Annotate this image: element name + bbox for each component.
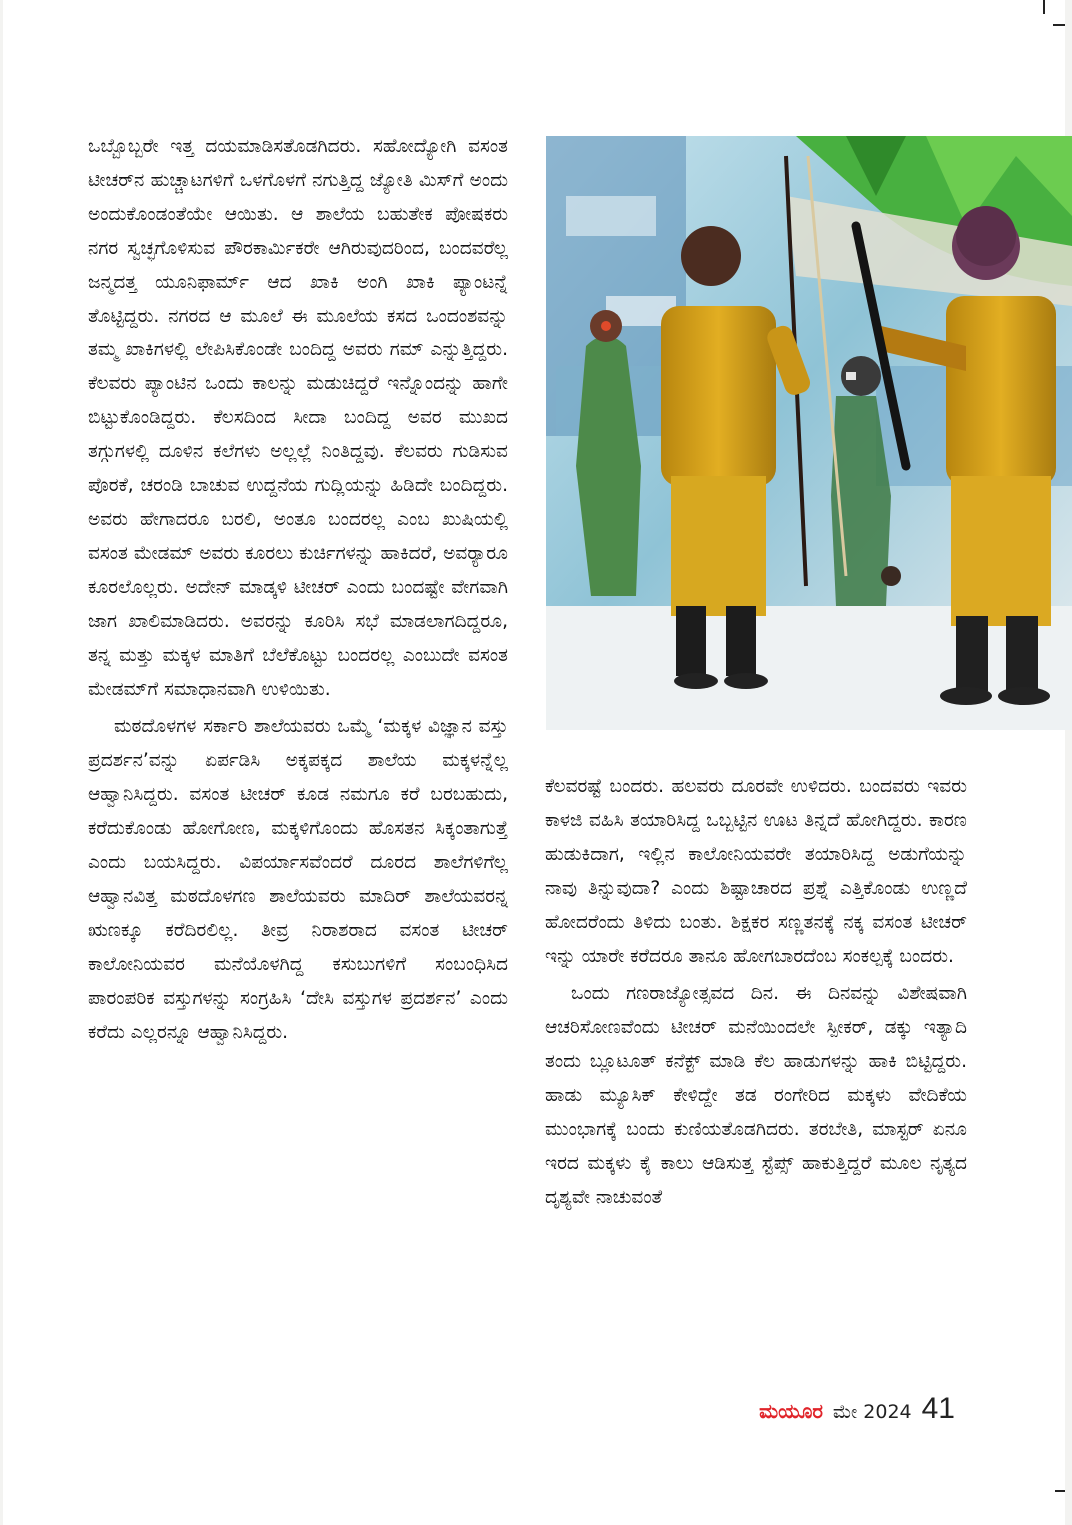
illustration-workers (546, 136, 1072, 730)
magazine-page (3, 0, 1065, 1525)
illustration-painting (546, 136, 1072, 730)
issue-date: ಮೇ 2024 (832, 1401, 912, 1423)
article-column-left (88, 130, 508, 1049)
crop-mark-top (1043, 0, 1045, 14)
paragraph-1: ಒಬ್ಬೊಬ್ಬರೇ ಇತ್ತ ದಯಮಾಡಿಸತೊಡಗಿದರು. ಸಹೋದ್ಯೋಗಿ ವಸಂತ ಟೀಚರ್‌ನ ಹುಚ್ಚಾಟಗಳಿಗೆ ಒಳಗೊಳಗೆ ನಗುತ್ತಿದ್ದ ಜ್ಯೋತಿ ಮಿಸ್‌ಗೆ ಅಂದು ಅಂದುಕೊಂಡಂತೆಯೇ ಆಯಿತು. ಆ ಶಾಲೆಯ ಬಹುತೇಕ ಪೋಷಕರು ನಗರ ಸ್ವಚ್ಛಗೊಳಿಸುವ ಪೌರಕಾರ್ಮಿಕರೇ ಆಗಿರುವುದರಿಂದ, ಬಂದವರೆಲ್ಲ ಜನ್ಮದತ್ತ ಯೂನಿಫಾರ್ಮ್ ಆದ ಖಾಕಿ ಅಂಗಿ ಖಾಕಿ ಪ್ಯಾಂಟನ್ನೆ ತೊಟ್ಟಿದ್ದರು. ನಗರದ ಆ ಮೂಲೆ ಈ ಮೂಲೆಯ ಕಸದ ಒಂದಂಶವನ್ನು ತಮ್ಮ ಖಾಕಿಗಳಲ್ಲಿ ಲೇಪಿಸಿಕೊಂಡೇ ಬಂದಿದ್ದ ಅವರು ಗಮ್ ಎನ್ನುತ್ತಿದ್ದರು. ಕೆಲವರು ಪ್ಯಾಂಟಿನ ಒಂದು ಕಾಲನ್ನು ಮಡುಚಿದ್ದರೆ ಇನ್ನೊಂದನ್ನು ಹಾಗೇ ಬಿಟ್ಟುಕೊಂಡಿದ್ದರು. ಕೆಲಸದಿಂದ ಸೀದಾ ಬಂದಿದ್ದ ಅವರ ಮುಖದ ತಗ್ಗುಗಳಲ್ಲಿ ದೂಳಿನ ಕಲೆಗಳು ಅಲ್ಲಲ್ಲೆ ನಿಂತಿದ್ದವು. ಕೆಲವರು ಗುಡಿಸುವ ಪೊರಕೆ, ಚರಂಡಿ ಬಾಚುವ ಉದ್ದನೆಯ ಗುದ್ಲಿಯನ್ನು ಹಿಡಿದೇ ಬಂದಿದ್ದರು. ಅವರು ಹೇಗಾದರೂ ಬರಲಿ, ಅಂತೂ ಬಂದರಲ್ಲ ಎಂಬ ಖುಷಿಯಲ್ಲಿ ವಸಂತ ಮೇಡಮ್ ಅವರು ಕೂರಲು ಕುರ್ಚಿಗಳನ್ನು ಹಾಕಿದರೆ, ಅವರ್‍ಯಾರೂ ಕೂರಲೊಲ್ಲರು. ಅದೇನ್ ಮಾಡ್ಕಳಿ ಟೀಚರ್ ಎಂದು ಬಂದಷ್ಟೇ ವೇಗವಾಗಿ ಜಾಗ ಖಾಲಿಮಾಡಿದರು. ಅವರನ್ನು ಕೂರಿಸಿ ಸಭೆ ಮಾಡಲಾಗದಿದ್ದರೂ, ತನ್ನ ಮತ್ತು ಮಕ್ಕಳ ಮಾತಿಗೆ ಬೆಲೆಕೊಟ್ಟು ಬಂದರಲ್ಲ ಎಂಬುದೇ ವಸಂತ ಮೇಡಮ್‌ಗೆ ಸಮಾಧಾನವಾಗಿ ಉಳಿಯಿತು. (88, 136, 508, 700)
paragraph-4: ಒಂದು ಗಣರಾಜ್ಯೋತ್ಸವದ ದಿನ. ಈ ದಿನವನ್ನು ವಿಶೇಷವಾಗಿ ಆಚರಿಸೋಣವೆಂದು ಟೀಚರ್ ಮನೆಯಿಂದಲೇ ಸ್ಪೀಕರ್, ಡಕ್ಕು ಇತ್ಯಾದಿ ತಂದು ಬ್ಲೂಟೂತ್ ಕನೆಕ್ಟ್ ಮಾಡಿ ಕೆಲ ಹಾಡುಗಳನ್ನು ಹಾಕಿ ಬಿಟ್ಟಿದ್ದರು. ಹಾಡು ಮ್ಯೂಸಿಕ್ ಕೇಳಿದ್ದೇ ತಡ ರಂಗೇರಿದ ಮಕ್ಕಳು ವೇದಿಕೆಯ ಮುಂಭಾಗಕ್ಕೆ ಬಂದು ಕುಣಿಯತೊಡಗಿದರು. ತರಬೇತಿ, ಮಾಸ್ಟರ್ ಏನೂ ಇರದ ಮಕ್ಕಳು ಕೈ ಕಾಲು ಆಡಿಸುತ್ತ ಸ್ಟೆಪ್ಸ್ ಹಾಕುತ್ತಿದ್ದರೆ ಮೂಲ ನೃತ್ಯದ ದೃಶ್ಯವೇ ನಾಚುವಂತೆ (545, 983, 967, 1208)
paragraph-3: ಕೆಲವರಷ್ಟೆ ಬಂದರು. ಹಲವರು ದೂರವೇ ಉಳಿದರು. ಬಂದವರು ಇವರು ಕಾಳಜಿ ವಹಿಸಿ ತಯಾರಿಸಿದ್ದ ಒಬ್ಬಟ್ಟಿನ ಊಟ ತಿನ್ನದೆ ಹೋಗಿದ್ದರು. ಕಾರಣ ಹುಡುಕಿದಾಗ, ಇಲ್ಲಿನ ಕಾಲೋನಿಯವರೇ ತಯಾರಿಸಿದ್ದ ಅಡುಗೆಯನ್ನು ನಾವು ತಿನ್ನುವುದಾ? ಎಂದು ಶಿಷ್ಟಾಚಾರದ ಪ್ರಶ್ನೆ ಎತ್ತಿಕೊಂಡು ಉಣ್ಣದೆ ಹೋದರೆಂದು ತಿಳಿದು ಬಂತು. ಶಿಕ್ಷಕರ ಸಣ್ಣತನಕ್ಕೆ ನಕ್ಕ ವಸಂತ ಟೀಚರ್ ಇನ್ನು ಯಾರೇ ಕರೆದರೂ ತಾನೂ ಹೋಗಬಾರದೆಂಬ ಸಂಕಲ್ಪಕ್ಕೆ ಬಂದರು. (545, 776, 967, 967)
page-footer (759, 1392, 955, 1426)
crop-mark-bottom-right (1055, 1490, 1065, 1492)
crop-mark-top-right (1053, 24, 1065, 26)
magazine-logo: ಮಯೂರ (759, 1399, 823, 1423)
article-column-right (545, 770, 967, 1215)
paragraph-2: ಮಠದೊಳಗಳ ಸರ್ಕಾರಿ ಶಾಲೆಯವರು ಒಮ್ಮೆ ‘ಮಕ್ಕಳ ವಿಜ್ಞಾನ ವಸ್ತು ಪ್ರದರ್ಶನ’ವನ್ನು ಏರ್ಪಡಿಸಿ ಅಕ್ಕಪಕ್ಕದ ಶಾಲೆಯ ಮಕ್ಕಳನ್ನೆಲ್ಲ ಆಹ್ವಾನಿಸಿದ್ದರು. ವಸಂತ ಟೀಚರ್ ಕೂಡ ನಮಗೂ ಕರೆ ಬರಬಹುದು, ಕರೆದುಕೊಂಡು ಹೋಗೋಣ, ಮಕ್ಕಳಿಗೊಂದು ಹೊಸತನ ಸಿಕ್ಕಂತಾಗುತ್ತೆ ಎಂದು ಬಯಸಿದ್ದರು. ವಿಪರ್ಯಾಸವೆಂದರೆ ದೂರದ ಶಾಲೆಗಳಿಗೆಲ್ಲ ಆಹ್ವಾನವಿತ್ತ ಮಠದೊಳಗಣ ಶಾಲೆಯವರು ಮಾದಿರ್ ಶಾಲೆಯವರನ್ನ ಋಣಕ್ಕೂ ಕರೆದಿರಲಿಲ್ಲ. ತೀವ್ರ ನಿರಾಶರಾದ ವಸಂತ ಟೀಚರ್ ಕಾಲೋನಿಯವರ ಮನೆಯೊಳಗಿದ್ದ ಕಸುಬುಗಳಿಗೆ ಸಂಬಂಧಿಸಿದ ಪಾರಂಪರಿಕ ವಸ್ತುಗಳನ್ನು ಸಂಗ್ರಹಿಸಿ ‘ದೇಸಿ ವಸ್ತುಗಳ ಪ್ರದರ್ಶನ’ ಎಂದು ಕರೆದು ಎಲ್ಲರನ್ನೂ ಆಹ್ವಾನಿಸಿದ್ದರು. (88, 716, 508, 1043)
page-number: 41 (921, 1392, 955, 1425)
